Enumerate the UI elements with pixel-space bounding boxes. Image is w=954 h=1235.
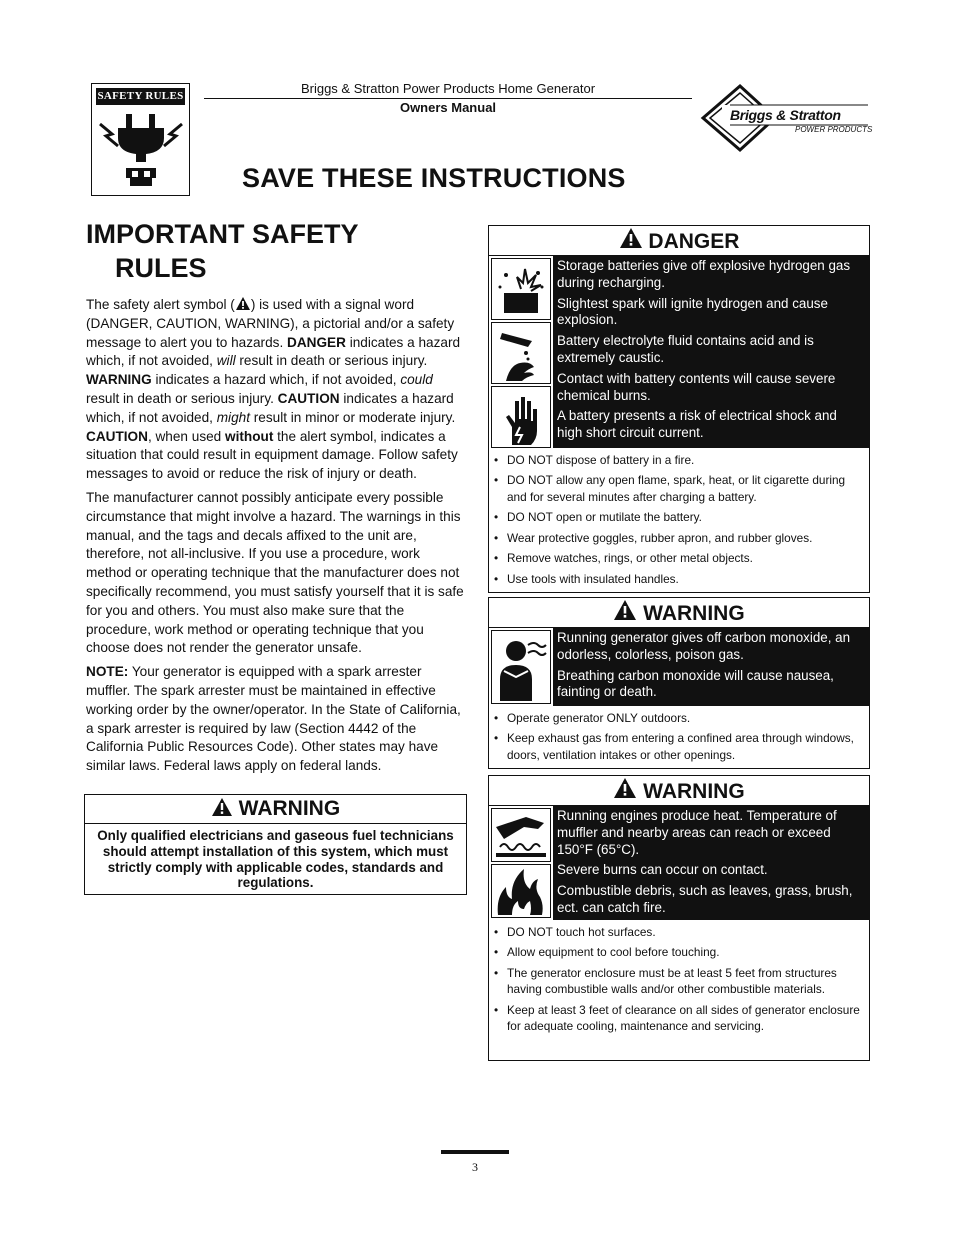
- intro-text-run: result in death or serious injury.: [86, 390, 274, 406]
- warning-label: WARNING: [238, 797, 341, 820]
- signal-word-caution-2: CAUTION: [86, 428, 148, 444]
- brand-name: Briggs & Stratton: [730, 107, 841, 123]
- safety-rules-logo: [91, 83, 190, 196]
- danger-precautions-list: [489, 448, 869, 595]
- signal-word-warning: WARNING: [86, 372, 152, 388]
- intro-text-run: result in minor or moderate injury.: [253, 409, 456, 425]
- safety-alert-icon: [211, 797, 233, 817]
- hot-surface-hand-icon: [491, 808, 551, 862]
- list-item: • The generator enclosure must be at least 5 feet from structures having combustible walls and/or other combustible materials.: [493, 965, 863, 998]
- danger-message: Battery electrolyte fluid contains acid and is extremely caustic.: [557, 333, 814, 365]
- heat-messages-panel: [489, 806, 869, 920]
- title-line-2: RULES: [115, 253, 207, 283]
- heat-message: Running engines produce heat. Temperature of muffler and nearby areas can reach or exceed 150°F (65°C).: [557, 808, 837, 857]
- emphasis-might: might: [216, 409, 250, 425]
- intro-paragraph-3: [86, 663, 467, 776]
- emphasis-without: without: [225, 428, 274, 444]
- danger-messages-panel: [489, 256, 869, 448]
- heat-message: Severe burns can occur on contact.: [557, 862, 768, 878]
- intro-text-run: result in death or serious injury.: [239, 353, 428, 369]
- intro-text-run: the alert symbol, indicates a situation that could result in equipment damage. Follow safety messages to avoid or reduce the risk of injury or death.: [86, 428, 458, 482]
- heat-messages: [555, 806, 869, 925]
- intro-text-run: The safety alert symbol (: [86, 297, 235, 312]
- danger-message: Slightest spark will ignite hydrogen and cause explosion.: [557, 295, 828, 328]
- title-line-1: IMPORTANT SAFETY: [86, 219, 359, 249]
- heat-icons: [489, 806, 553, 920]
- plug-lightning-icon: [96, 108, 186, 192]
- intro-text-run: ) is used with a signal word (DANGER, CAUTION, WARNING), a pictorial and/or a safety message to alert you to hazards.: [86, 297, 455, 350]
- list-item: • DO NOT touch hot surfaces.: [493, 924, 863, 941]
- safety-rules-tag: SAFETY RULES: [96, 88, 185, 105]
- intro-text-run: indicates a hazard which, if not avoided,: [155, 372, 397, 388]
- list-item: • Keep at least 3 feet of clearance on all sides of generator enclosure for adequate cooling, maintenance and servicing.: [493, 1002, 863, 1035]
- header-rule: [204, 98, 692, 99]
- signal-word-caution: CAUTION: [277, 390, 340, 406]
- warning-label: WARNING: [643, 779, 745, 803]
- electric-shock-hand-icon: [491, 386, 551, 448]
- note-text: Your generator is equipped with a spark arrester muffler. The spark arrester must be maintained in effective working order by the owner/operator. In the State of California, a spark arrester is required by law (Section 4442 of the California Public Resources Code). Other states may have similar laws. Federal laws apply on federal lands.: [86, 664, 461, 774]
- installation-warning-box: [84, 794, 467, 895]
- intro-text-run: , when used: [147, 428, 222, 444]
- intro-text-run: indicates a hazard which, if not avoided,: [86, 390, 454, 425]
- list-item: • Operate generator ONLY outdoors.: [493, 710, 863, 727]
- manual-header-subtitle: Owners Manual: [399, 100, 497, 115]
- danger-label: DANGER: [648, 229, 740, 253]
- list-item: • DO NOT allow any open flame, spark, heat, or lit cigarette during and for several minutes after charging a battery.: [493, 472, 863, 505]
- safety-alert-icon: [235, 296, 251, 311]
- warning-header: [85, 795, 466, 824]
- danger-messages: [555, 256, 869, 450]
- list-item: • Allow equipment to cool before touching.: [493, 944, 863, 961]
- page-number: 3: [472, 1160, 478, 1174]
- list-item: • Keep exhaust gas from entering a confined area through windows, doors, ventilation intakes or other openings.: [493, 730, 863, 763]
- brand-subtitle: POWER PRODUCTS: [795, 125, 873, 134]
- co-messages-panel: [489, 628, 869, 706]
- co-precautions-list: [489, 706, 869, 771]
- co-icons: [489, 628, 553, 706]
- intro-text: [86, 296, 467, 781]
- warning-body: Only qualified electricians and gaseous fuel technicians should attempt installation of this system, which must strictly comply with applicable codes, standards and regulations.: [97, 828, 454, 891]
- safety-alert-icon: [613, 599, 637, 621]
- co-message: Running generator gives off carbon monoxide, an odorless, colorless, poison gas.: [557, 630, 851, 662]
- emphasis-will: will: [216, 353, 236, 369]
- intro-text-run: indicates a hazard which, if not avoided,: [86, 334, 461, 369]
- safety-alert-icon: [613, 777, 637, 799]
- list-item: • DO NOT open or mutilate the battery.: [493, 509, 863, 526]
- list-item: • Wear protective goggles, rubber apron, and rubber gloves.: [493, 530, 863, 547]
- note-label: NOTE:: [86, 664, 129, 680]
- list-item: • DO NOT dispose of battery in a fire.: [493, 452, 863, 469]
- list-item: • Remove watches, rings, or other metal objects.: [493, 550, 863, 567]
- emphasis-could: could: [400, 372, 433, 388]
- warning-label: WARNING: [643, 601, 745, 625]
- page-number-bar: [441, 1150, 509, 1154]
- list-item: • Use tools with insulated handles.: [493, 571, 863, 588]
- signal-word-danger: DANGER: [287, 334, 346, 350]
- danger-icons: [489, 256, 553, 448]
- explosion-icon: [491, 258, 551, 320]
- chemical-burn-icon: [491, 322, 551, 384]
- heat-message: Combustible debris, such as leaves, grass, brush, ect. can catch fire.: [557, 883, 853, 915]
- save-instructions-title: SAVE THESE INSTRUCTIONS: [242, 163, 626, 193]
- warning-header: [489, 598, 869, 628]
- warning-header: [489, 776, 869, 806]
- danger-message: A battery presents a risk of electrical shock and high short circuit current.: [557, 408, 837, 441]
- danger-message: Storage batteries give off explosive hydrogen gas during recharging.: [557, 258, 851, 290]
- important-safety-rules-title: [86, 217, 466, 285]
- co-messages: [555, 628, 869, 709]
- hot-surface-warning-box: [488, 775, 870, 1061]
- fire-icon: [491, 864, 551, 918]
- intro-paragraph-2: The manufacturer cannot possibly anticipate every possible circumstance that might involve a hazard. The warnings in this manual, and the tags and decals affixed to the unit are, therefore, not all-inclusive. If you use a procedure, work method or operating technique that the manufacturer does not specifically recommend, you must satisfy yourself that it is safe for you and others. You must also make sure that the procedure, work method or operating technique that you choose does not render the generator unsafe.: [86, 489, 464, 656]
- toxic-fumes-person-icon: [491, 630, 551, 704]
- intro-paragraph-1: [86, 296, 467, 484]
- carbon-monoxide-warning-box: [488, 597, 870, 769]
- battery-danger-box: [488, 225, 870, 593]
- heat-precautions-list: [489, 920, 869, 1043]
- manual-header-title: Briggs & Stratton Power Products Home Generator: [300, 81, 596, 96]
- co-message: Breathing carbon monoxide will cause nausea, fainting or death.: [557, 667, 834, 700]
- safety-alert-icon: [619, 227, 643, 249]
- danger-header: [489, 226, 869, 256]
- danger-message: Contact with battery contents will cause severe chemical burns.: [557, 370, 836, 403]
